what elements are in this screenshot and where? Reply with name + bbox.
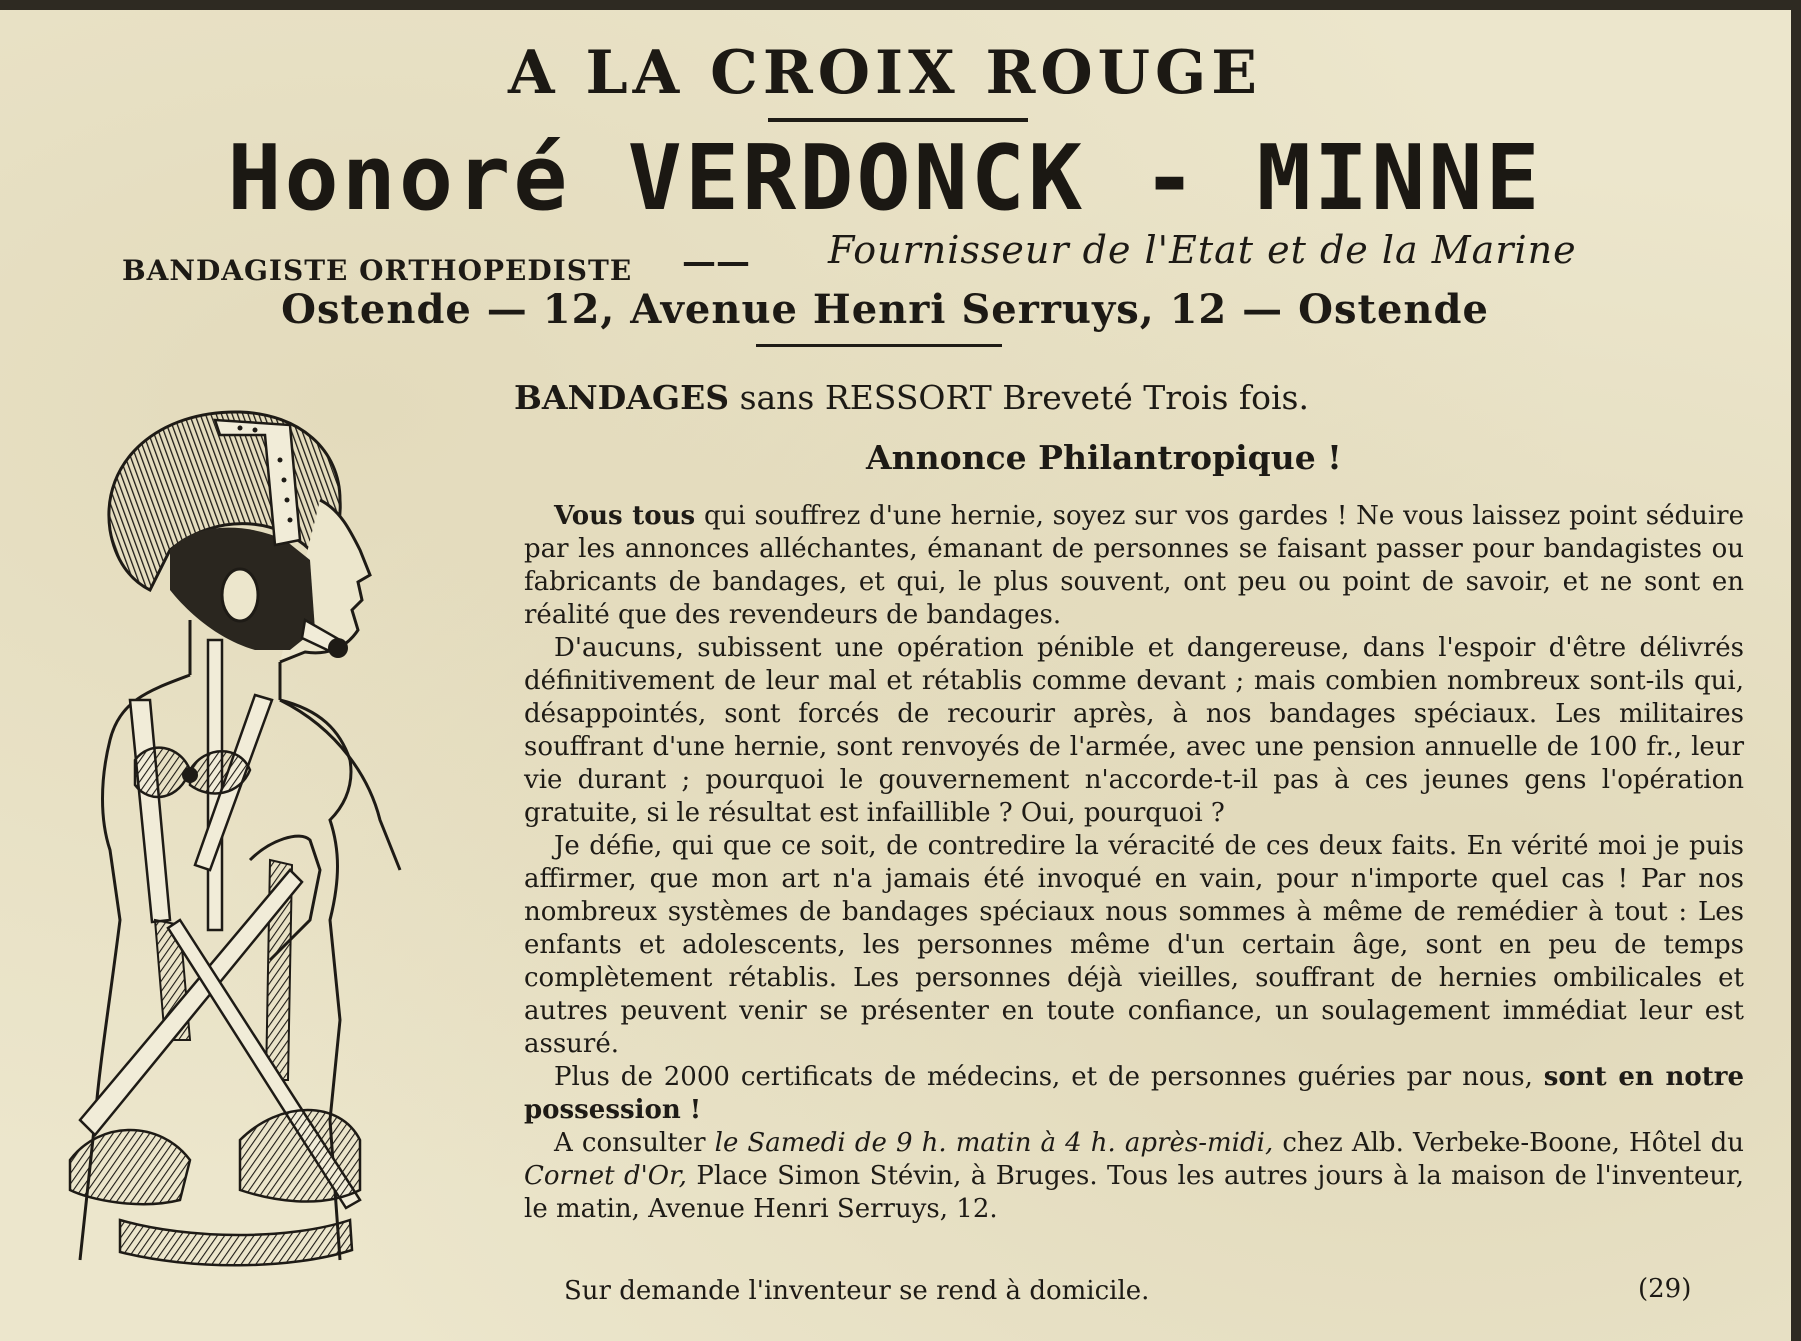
paragraph-5-start: A consulter — [554, 1128, 706, 1158]
paragraph-2: D'aucuns, subissent une opération pénible et dangereuse, dans l'espoir d'être délivrés définitivement de leur mal et rétablis comme devant ; mais combien nombreux sont-ils qui, désappointés, sont forcés de recourir après, à nos bandages spéciaux. Les militaires souffrant d'une hernie, sont renvoyés de l'armée, avec une pension annuelle de 100 fr., leur vie durant ; pourquoi le gouvernement n'accorde-t-il pas à ces jeunes gens l'opération gratuite, si le résultat est infaillible ? Oui, pourquoi ? — [524, 633, 1744, 828]
heading-rule — [768, 118, 1028, 122]
paragraph-5-end: Place Simon Stévin, à Bruges. Tous les autres jours à la maison de l'inventeur, le matin, Avenue Henri Serruys, 12. — [524, 1161, 1744, 1224]
ad-heading: A LA CROIX ROUGE — [508, 38, 1262, 108]
paragraph-4 — [524, 1061, 1744, 1127]
paragraph-1 — [524, 500, 1744, 632]
separator-dash: —— — [682, 242, 750, 282]
home-visit-note: Sur demande l'inventeur se rend à domicile. — [564, 1276, 1150, 1306]
address-rule — [756, 344, 1002, 347]
paragraph-4-text: Plus de 2000 certificats de médecins, et de personnes guéries par nous, — [554, 1062, 1533, 1092]
truss-wearer-illustration — [40, 400, 500, 1280]
paragraph-1-text: qui souffrez d'une hernie, soyez sur vos gardes ! Ne vous laissez point séduire par les annonces alléchantes, émanant de personnes se faisant passer pour bandagistes ou fabricants de bandages, et qui, le plus souvent, ont peu ou point de savoir, et ne sont en réalité que des revendeurs de bandages. — [524, 501, 1745, 630]
tagline — [514, 378, 1309, 417]
shop-name: Honoré VERDONCK - MINNE — [227, 126, 1543, 231]
profession: BANDAGISTE ORTHOPEDISTE — [122, 254, 633, 287]
paragraph-3: Je défie, qui que ce soit, de contredire la véracité de ces deux faits. En vérité moi je puis affirmer, que mon art n'a jamais été invoqué en vain, pour n'importe quel cas ! Par nos nombreux systèmes de bandages spéciaux nous sommes à même de remédier à tout : Les enfants et adolescents, les personnes même d'un certain âge, sont en peu de temps complètement rétablis. Les personnes déjà vieilles, souffrant de hernies ombilicales et autres peuvent venir se présenter en toute confiance, un soulagement immédiat leur est assuré. — [524, 831, 1744, 1059]
paragraph-1-lead: Vous tous — [554, 501, 696, 531]
paragraph-4-bold: sont en notre possession ! — [524, 1062, 1745, 1125]
paragraph-5-hotel: Cornet d'Or, — [524, 1161, 687, 1191]
tagline-bold: BANDAGES — [514, 378, 730, 417]
paragraph-5 — [524, 1127, 1744, 1226]
tagline-rest: sans RESSORT Breveté Trois fois. — [739, 378, 1309, 417]
supplier-line: Fournisseur de l'Etat et de la Marine — [828, 228, 1577, 272]
ad-body-text — [524, 500, 1744, 1226]
paragraph-5-hours: le Samedi de 9 h. matin à 4 h. après-midi, — [714, 1128, 1274, 1158]
paragraph-5-mid: chez Alb. Verbeke-Boone, Hôtel du — [1282, 1128, 1744, 1158]
announcement-title: Annonce Philantropique ! — [866, 438, 1342, 477]
ad-reference-number: (29) — [1638, 1274, 1692, 1304]
address-line: Ostende — 12, Avenue Henri Serruys, 12 — Ostende — [281, 286, 1489, 333]
